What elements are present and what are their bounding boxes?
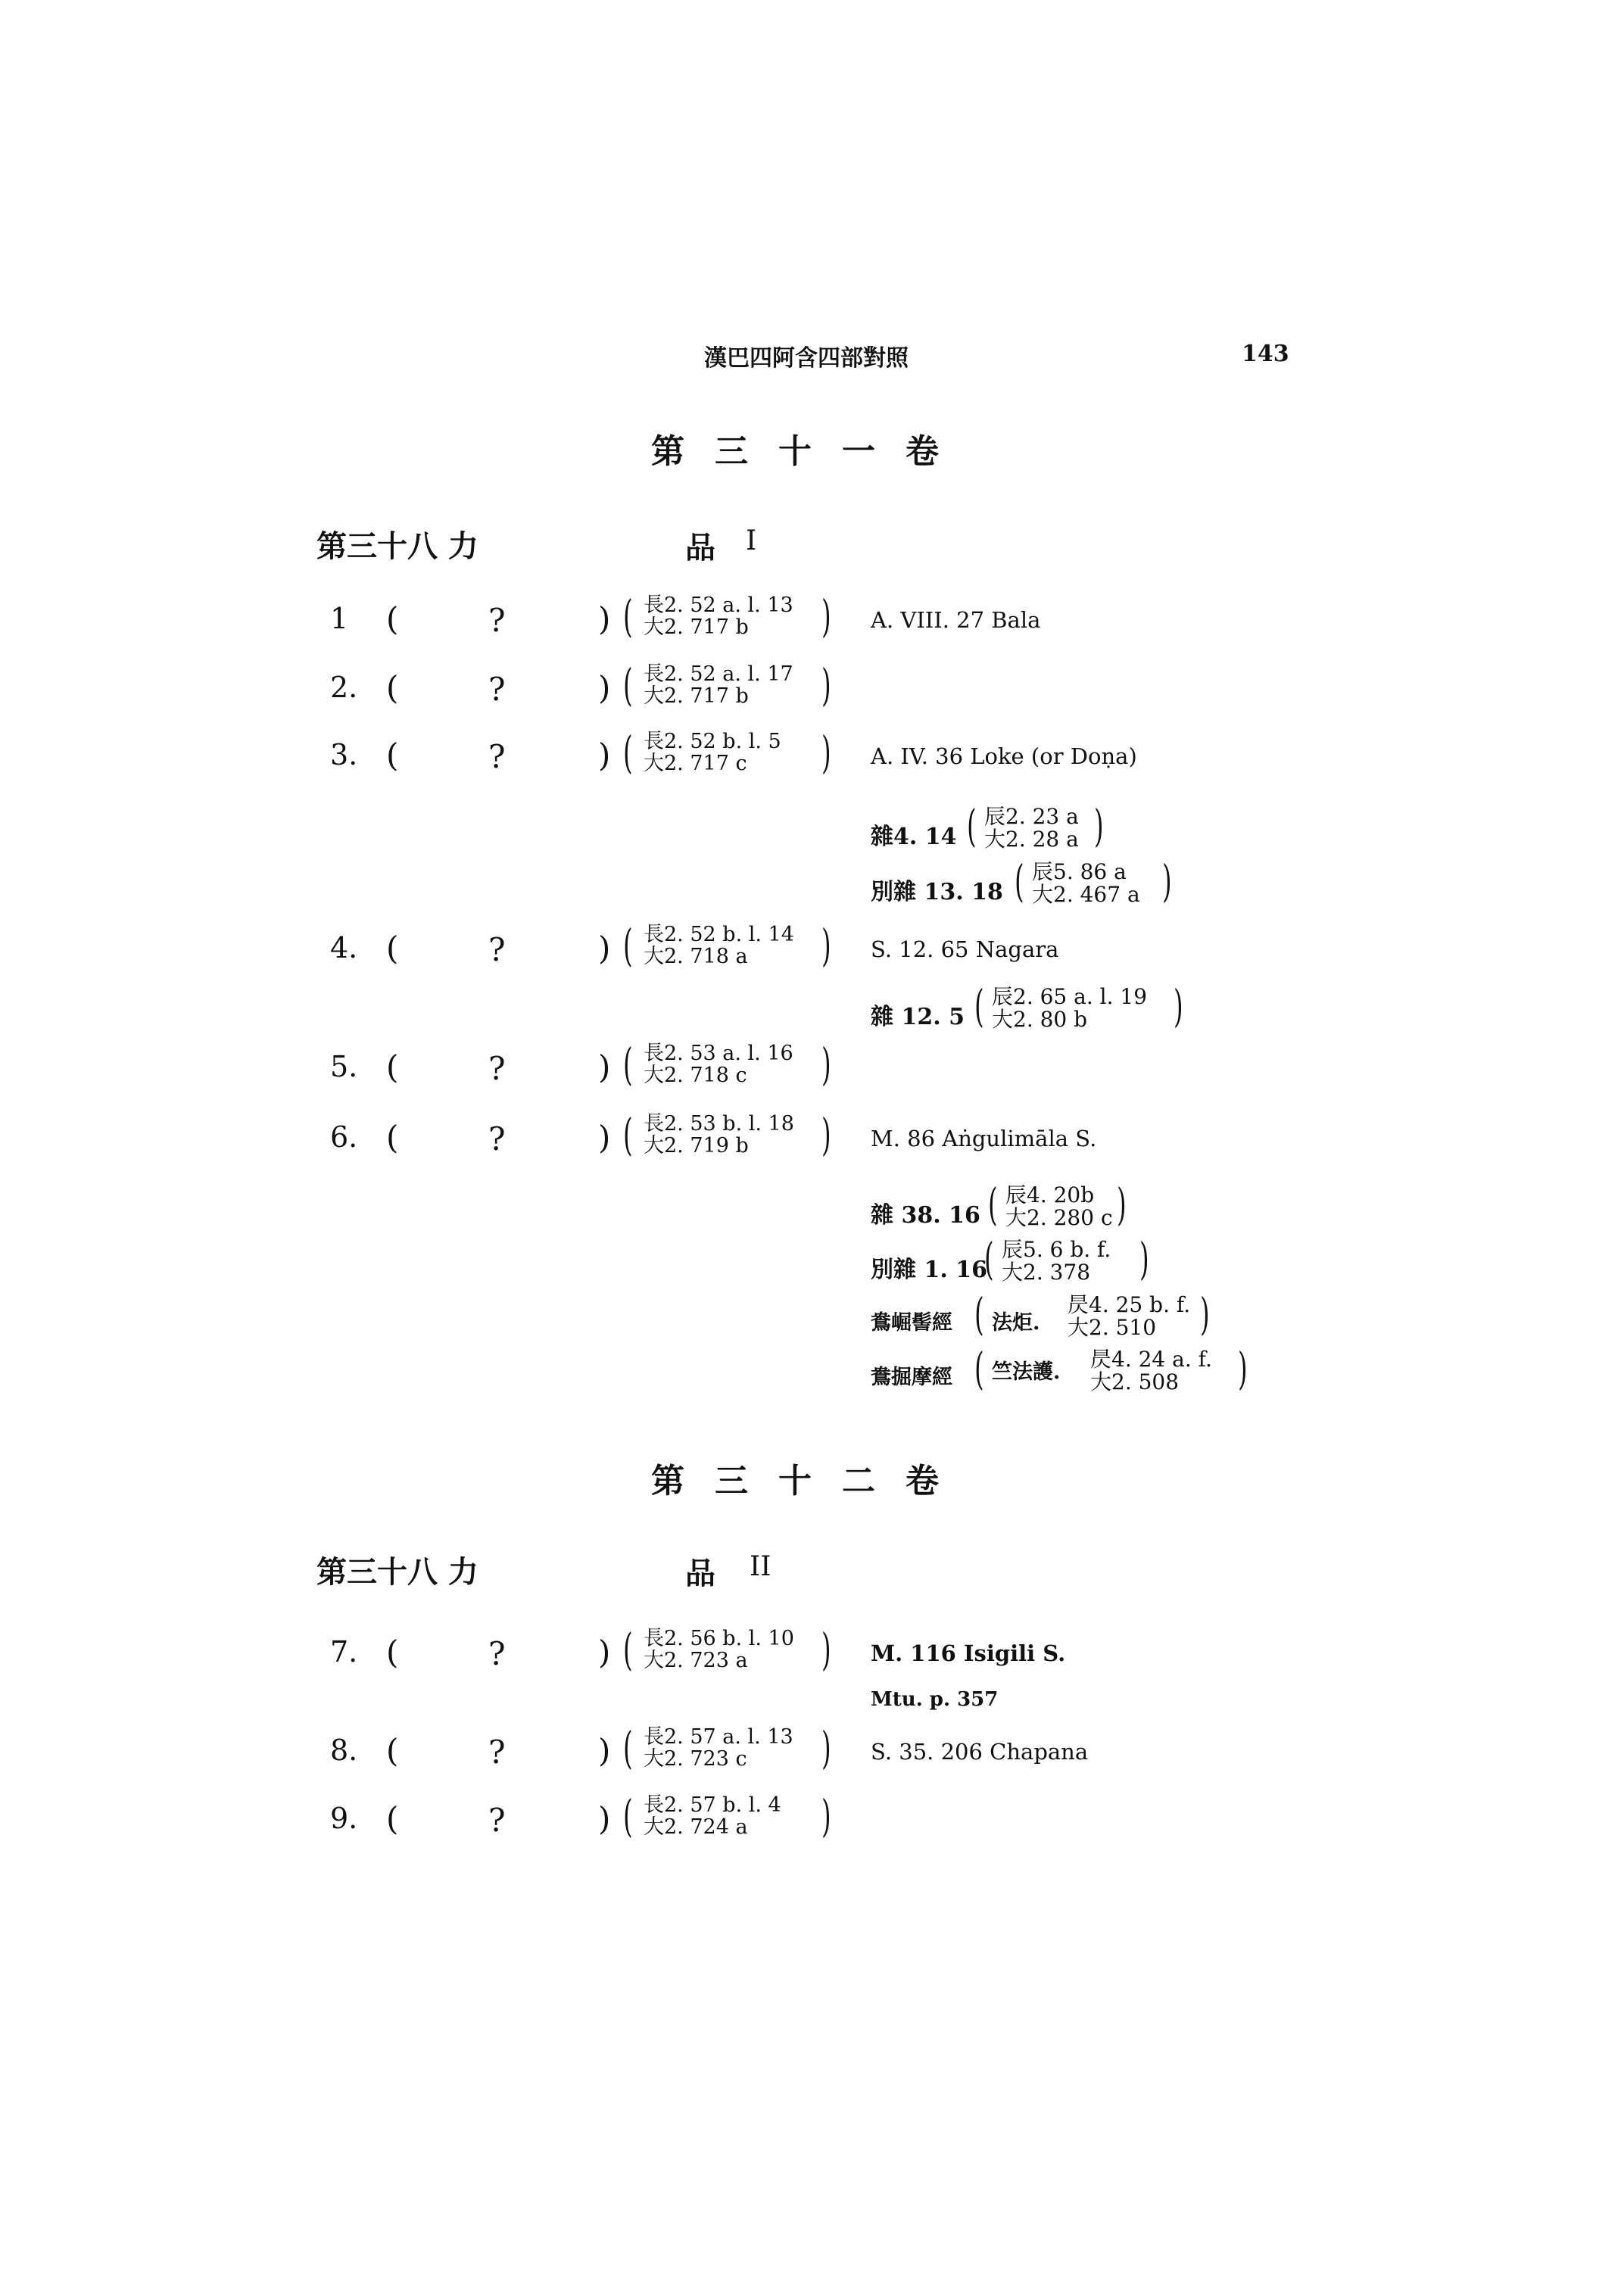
chapter-roman: II [750, 1551, 771, 1582]
brace-close: ) [1162, 855, 1172, 907]
ref-line-2: 大2. 717 c [644, 752, 747, 775]
cross-ref-line-2: 大2. 508 [1090, 1369, 1180, 1394]
open-paren: ( [386, 1119, 399, 1156]
close-paren: ) [598, 1119, 611, 1156]
cross-ref-line-1: 辰5. 6 b. f. [1002, 1237, 1111, 1262]
brace-close: ) [1117, 1179, 1127, 1230]
cross-ref-label: 別雜 13. 18 [871, 879, 1003, 905]
open-paren: ( [386, 669, 399, 706]
close-paren: ) [598, 600, 611, 637]
ref-line-1: 長2. 52 b. l. 5 [644, 730, 781, 753]
cross-ref-label: 鴦崛髻經 [871, 1311, 952, 1335]
open-paren: ( [386, 930, 399, 967]
question-mark: ? [488, 1734, 506, 1771]
cross-ref-label: 鴦掘摩經 [871, 1366, 952, 1389]
open-paren: ( [386, 737, 399, 774]
close-paren: ) [598, 1634, 611, 1671]
brace-open: ( [623, 920, 633, 971]
cross-ref-line-1: 辰2. 65 a. l. 19 [992, 984, 1148, 1009]
brace-close: ) [1139, 1233, 1149, 1285]
ref-line-2: 大2. 724 a [644, 1815, 748, 1839]
question-mark: ? [488, 1120, 506, 1157]
brace-open: ( [623, 659, 633, 711]
brace-close: ) [821, 659, 831, 711]
brace-close: ) [821, 1722, 831, 1774]
brace-close: ) [821, 1109, 831, 1161]
pali-ref: M. 116 Isigili S. [871, 1640, 1066, 1666]
ref-line-1: 長2. 56 b. l. 10 [644, 1627, 794, 1650]
close-paren: ) [598, 930, 611, 967]
cross-ref-line-2: 大2. 28 a [984, 827, 1079, 852]
cross-ref-line-1: 辰4. 20b [1005, 1182, 1095, 1207]
cross-ref-line-2: 大2. 80 b [992, 1007, 1088, 1032]
brace-close: ) [821, 727, 831, 778]
brace-open: ( [623, 1790, 633, 1842]
brace-close: ) [821, 590, 831, 642]
brace-open: ( [974, 980, 984, 1032]
question-mark: ? [488, 1802, 506, 1839]
cross-ref-label: 別雜 1. 16 [871, 1257, 987, 1283]
brace-open: ( [988, 1179, 998, 1230]
cross-ref-line-2: 大2. 510 [1068, 1315, 1157, 1340]
entry-number: 9. [330, 1802, 358, 1835]
chapter-roman: I [746, 525, 757, 556]
cross-ref-line-2: 大2. 280 c [1005, 1205, 1113, 1230]
question-mark: ? [488, 931, 506, 968]
brace-close: ) [1094, 800, 1104, 852]
ref-line-1: 長2. 57 a. l. 13 [644, 1725, 793, 1749]
ref-line-2: 大2. 718 c [644, 1064, 747, 1087]
cross-ref-line-2: 大2. 467 a [1032, 882, 1140, 907]
question-mark: ? [488, 602, 506, 639]
entry-number: 8. [330, 1734, 358, 1767]
pali-ref: M. 86 Aṅgulimāla S. [871, 1126, 1097, 1151]
close-paren: ) [598, 737, 611, 774]
close-paren: ) [598, 1800, 611, 1837]
brace-open: ( [974, 1288, 984, 1340]
brace-open: ( [967, 800, 977, 852]
brace-open: ( [1015, 855, 1024, 907]
open-paren: ( [386, 600, 399, 637]
chapter-heading: 第三十八 力 [316, 1554, 478, 1590]
ref-line-2: 大2. 719 b [644, 1134, 749, 1157]
ref-line-1: 長2. 52 b. l. 14 [644, 923, 794, 946]
volume-heading: 第三十一卷 [651, 432, 969, 471]
page-number: 143 [1242, 341, 1289, 367]
entry-number: 5. [330, 1050, 358, 1083]
close-paren: ) [598, 669, 611, 706]
close-paren: ) [598, 1048, 611, 1086]
brace-close: ) [821, 920, 831, 971]
question-mark: ? [488, 671, 506, 708]
cross-ref-label: 雜 12. 5 [871, 1004, 965, 1030]
pali-ref: A. VIII. 27 Bala [871, 607, 1041, 633]
question-mark: ? [488, 738, 506, 775]
running-header: 漢巴四阿含四部對照 [704, 345, 909, 372]
cross-ref-line-2: 大2. 378 [1002, 1260, 1091, 1285]
open-paren: ( [386, 1048, 399, 1086]
chapter-pin: 品 [685, 530, 715, 565]
brace-close: ) [1200, 1288, 1210, 1340]
chapter-pin: 品 [685, 1556, 715, 1591]
close-paren: ) [598, 1732, 611, 1769]
cross-ref-line-1: 昃4. 24 a. f. [1090, 1347, 1212, 1372]
cross-ref-label: 雜 38. 16 [871, 1202, 980, 1229]
ref-line-2: 大2. 723 a [644, 1649, 748, 1672]
brace-open: ( [623, 727, 633, 778]
brace-close: ) [1174, 980, 1183, 1032]
entry-number: 2. [330, 671, 358, 704]
chapter-heading: 第三十八 力 [316, 528, 478, 564]
brace-open: ( [623, 1109, 633, 1161]
brace-close: ) [821, 1039, 831, 1090]
entry-number: 3. [330, 738, 358, 771]
cross-ref-translator: 竺法護. [992, 1360, 1061, 1384]
brace-open: ( [623, 1039, 633, 1090]
cross-ref-line-1: 昃4. 25 b. f. [1068, 1292, 1191, 1317]
pali-ref: S. 12. 65 Nagara [871, 936, 1059, 962]
cross-ref-line-1: 辰2. 23 a [984, 804, 1079, 829]
open-paren: ( [386, 1634, 399, 1671]
question-mark: ? [488, 1050, 506, 1087]
brace-open: ( [623, 1624, 633, 1675]
brace-close: ) [821, 1624, 831, 1675]
pali-ref: S. 35. 206 Chapana [871, 1739, 1089, 1765]
cross-ref-line-1: 辰5. 86 a [1032, 859, 1127, 884]
ref-line-1: 長2. 53 b. l. 18 [644, 1112, 794, 1136]
brace-close: ) [821, 1790, 831, 1842]
open-paren: ( [386, 1732, 399, 1769]
brace-open: ( [984, 1233, 994, 1285]
entry-number: 1 [330, 602, 349, 635]
pali-ref-secondary: Mtu. p. 357 [871, 1688, 999, 1711]
ref-line-2: 大2. 717 b [644, 684, 749, 708]
open-paren: ( [386, 1800, 399, 1837]
ref-line-1: 長2. 53 a. l. 16 [644, 1042, 793, 1065]
ref-line-2: 大2. 717 b [644, 615, 749, 639]
brace-open: ( [623, 1722, 633, 1774]
ref-line-1: 長2. 52 a. l. 17 [644, 662, 793, 686]
ref-line-2: 大2. 718 a [644, 945, 748, 968]
pali-ref: A. IV. 36 Loke (or Doṇa) [871, 743, 1137, 769]
ref-line-1: 長2. 57 b. l. 4 [644, 1793, 781, 1817]
entry-number: 6. [330, 1120, 358, 1154]
cross-ref-translator: 法炬. [992, 1311, 1040, 1335]
brace-open: ( [974, 1343, 984, 1394]
question-mark: ? [488, 1635, 506, 1672]
brace-close: ) [1238, 1343, 1248, 1394]
entry-number: 7. [330, 1635, 358, 1668]
entry-number: 4. [330, 931, 358, 964]
ref-line-2: 大2. 723 c [644, 1747, 747, 1771]
volume-heading: 第三十二卷 [651, 1462, 969, 1500]
ref-line-1: 長2. 52 a. l. 13 [644, 594, 793, 617]
brace-open: ( [623, 590, 633, 642]
cross-ref-label: 雜4. 14 [871, 824, 957, 850]
